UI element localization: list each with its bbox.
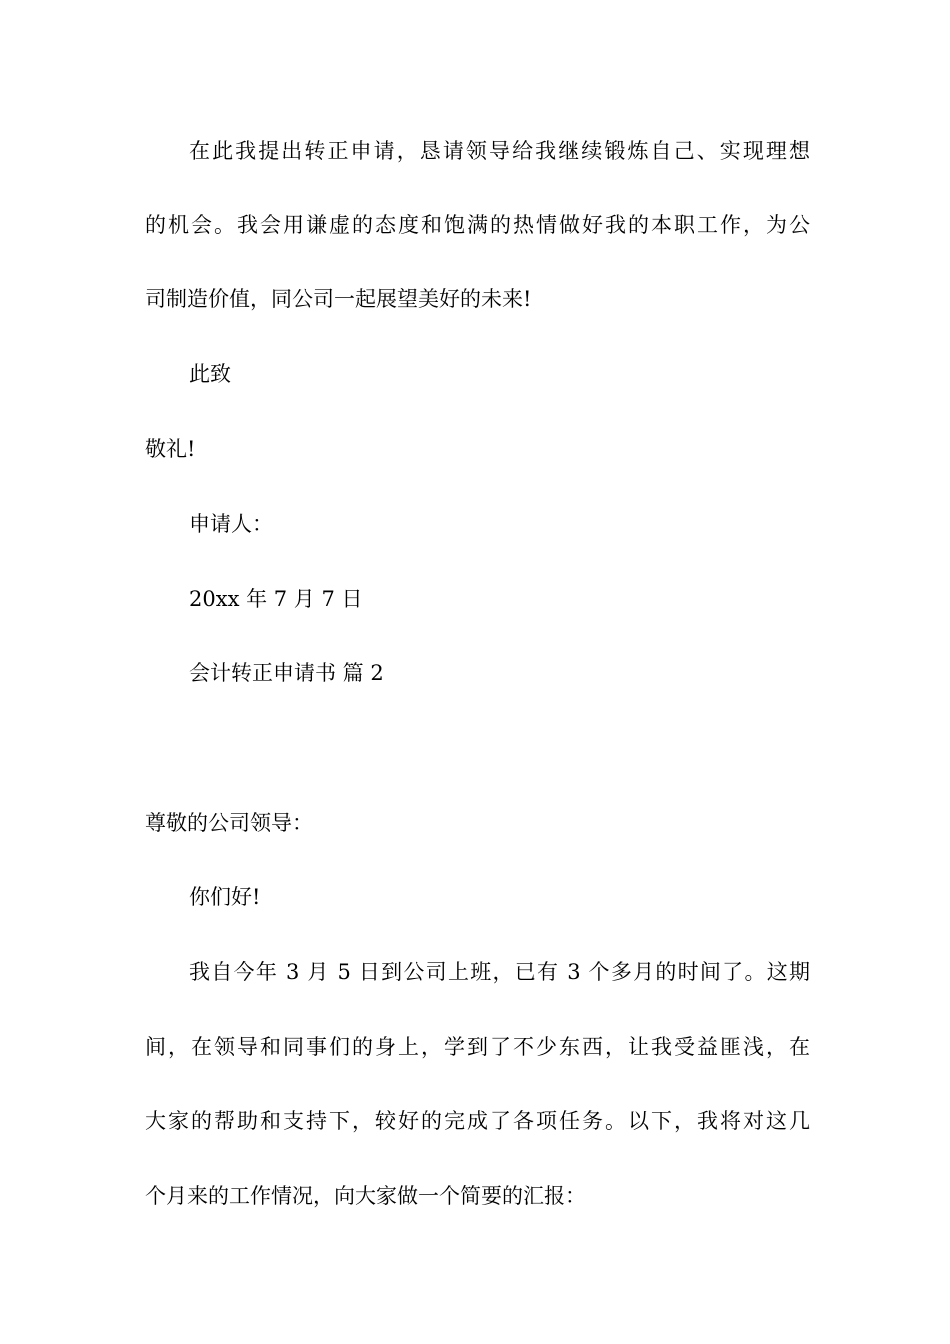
salute-text: 敬礼! [145, 437, 196, 461]
para2-line2: 间，在领导和同事们的身上，学到了不少东西，让我受益匪浅，在 [145, 1035, 810, 1059]
para2-line3: 大家的帮助和支持下，较好的完成了各项任务。以下，我将对这几 [145, 1109, 810, 1133]
para1-line1: 在此我提出转正申请，恳请领导给我继续锻炼自己、实现理想 [189, 139, 810, 163]
greeting: 你们好! [189, 885, 261, 909]
applicant-label: 申请人： [189, 512, 273, 536]
para1-line2: 的机会。我会用谦虚的态度和饱满的热情做好我的本职工作，为公 [145, 213, 810, 237]
para1-line3: 司制造价值，同公司一起展望美好的未来! [145, 287, 532, 311]
greeting-to: 尊敬的公司领导： [145, 811, 313, 835]
closing-text: 此致 [189, 362, 231, 386]
para2-line1: 我自今年 3 月 5 日到公司上班，已有 3 个多月的时间了。这期 [189, 960, 810, 984]
date-text: 20xx 年 7 月 7 日 [189, 587, 363, 611]
para2-line4: 个月来的工作情况，向大家做一个简要的汇报： [145, 1184, 586, 1208]
section-title: 会计转正申请书 篇 2 [189, 661, 384, 685]
